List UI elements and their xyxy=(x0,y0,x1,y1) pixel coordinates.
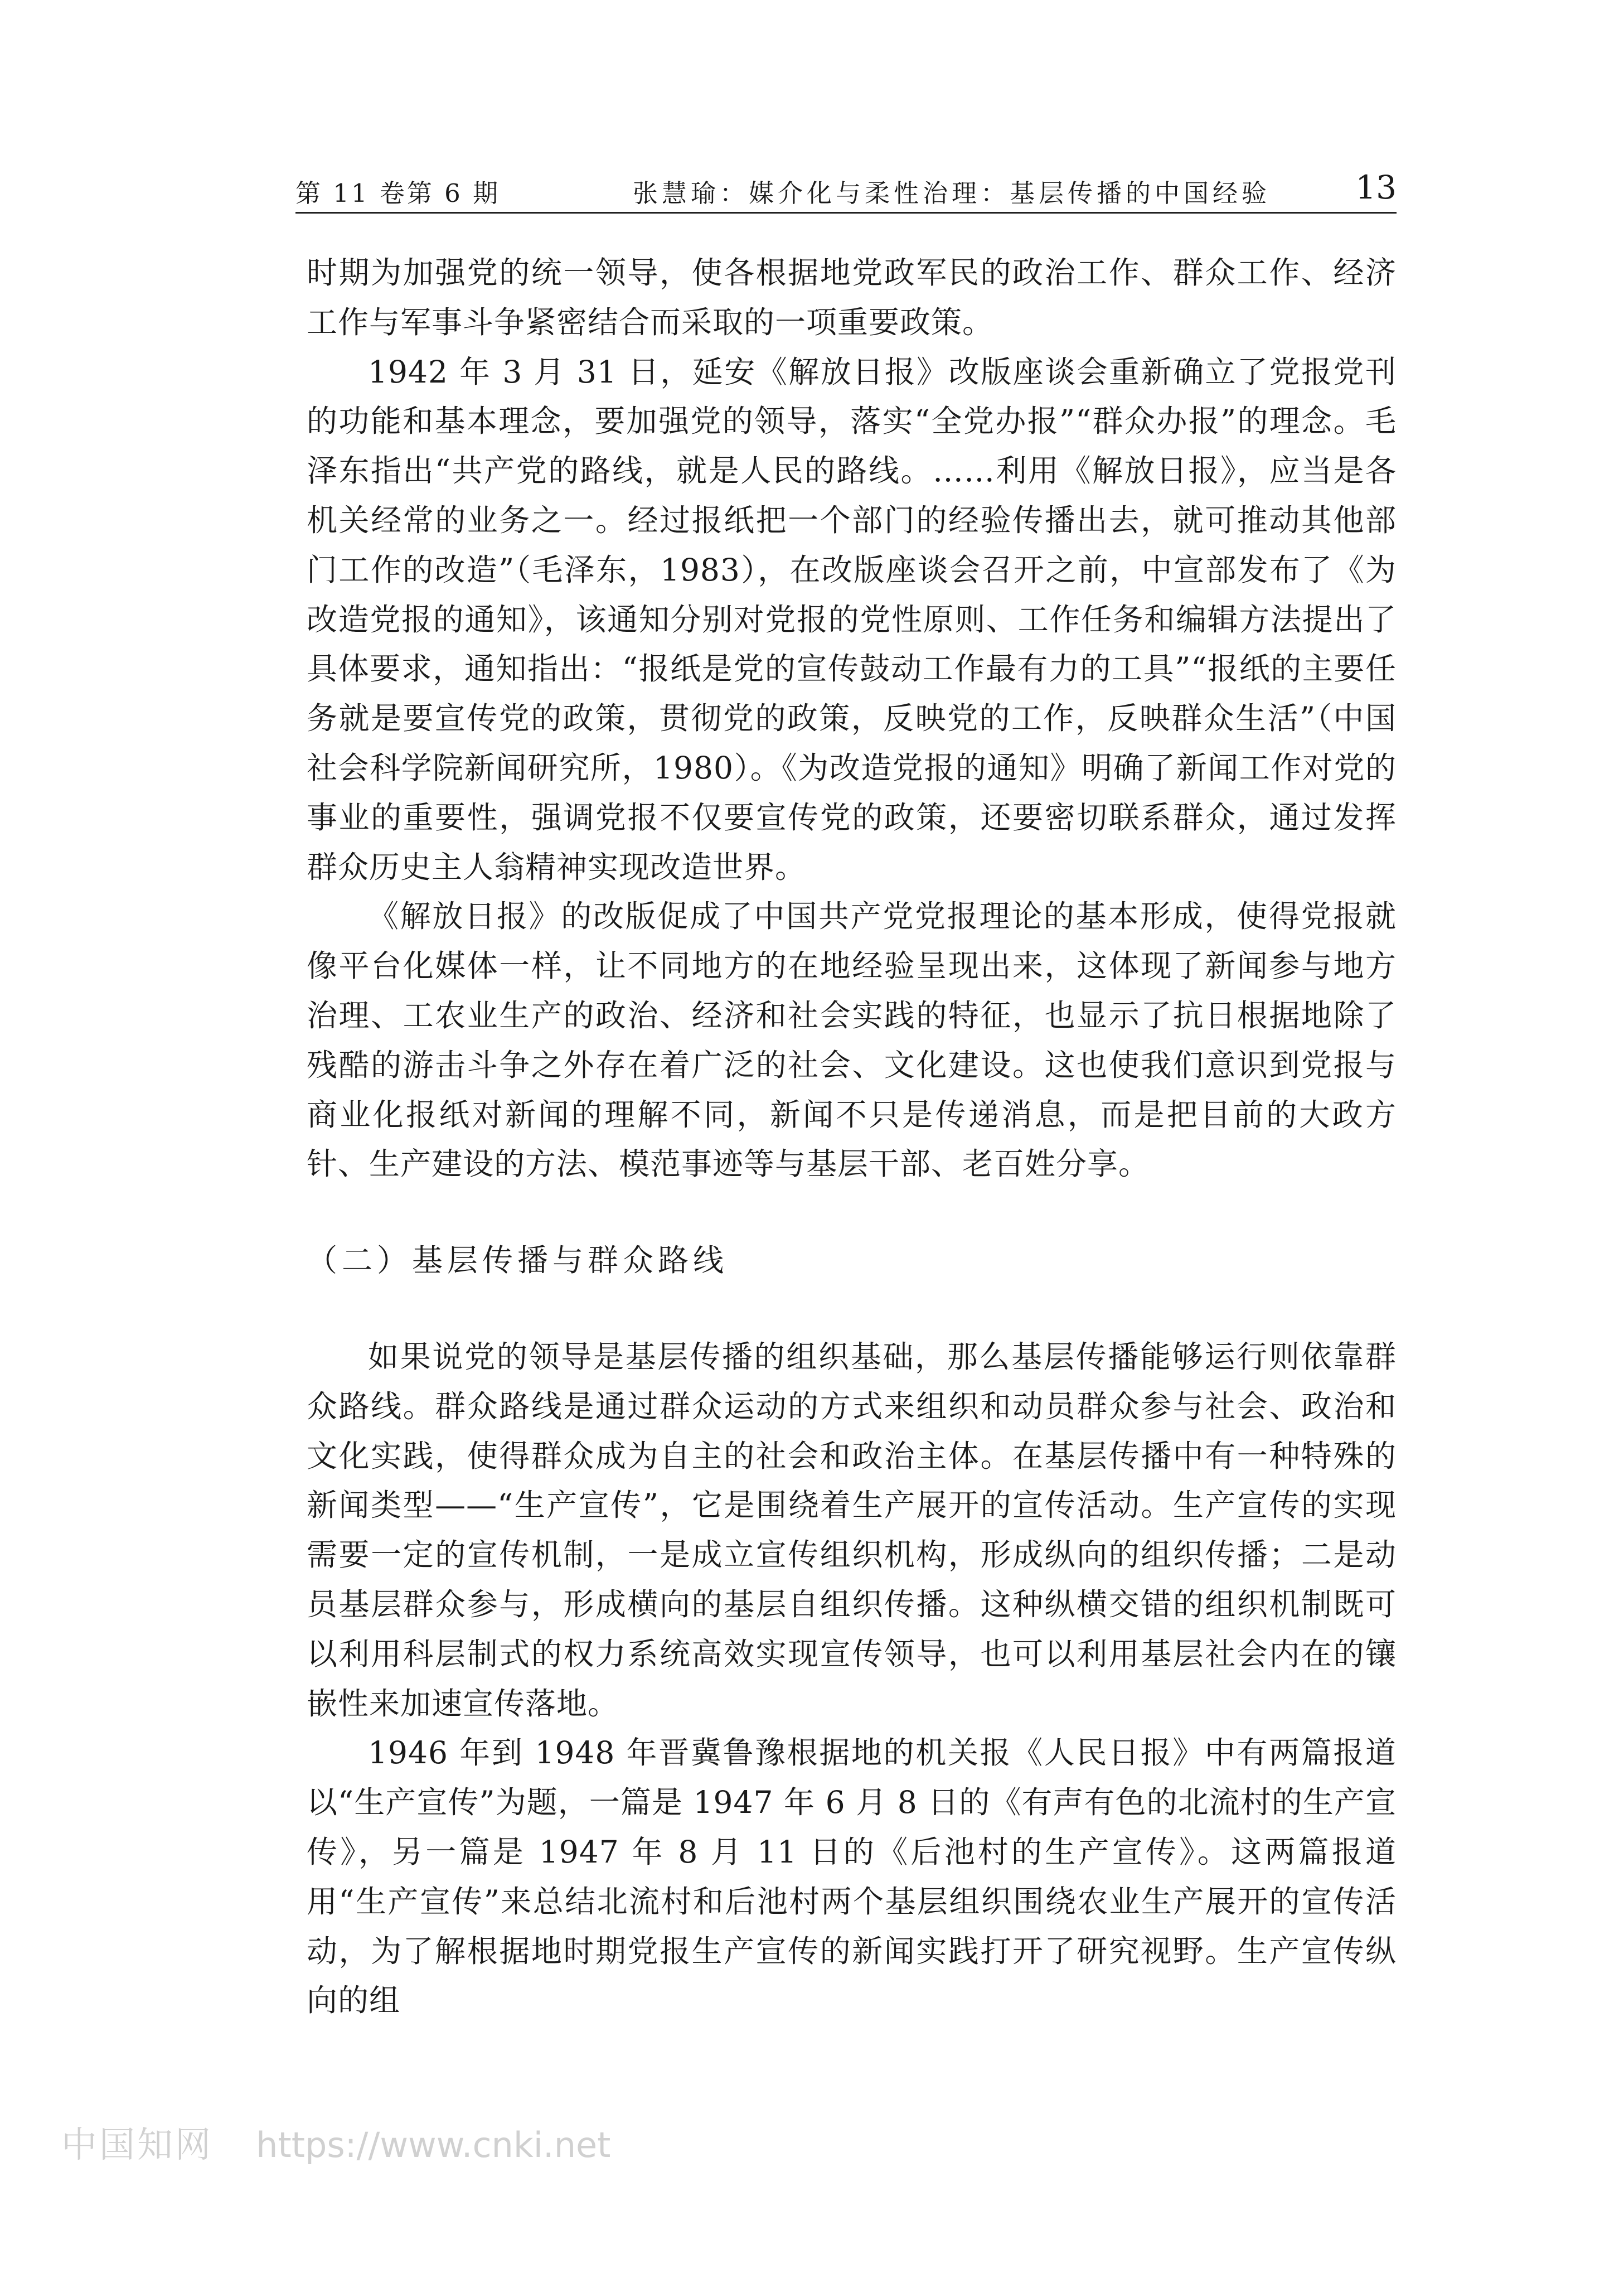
paragraph-3: 《解放日报》的改版促成了中国共产党党报理论的基本形成，使得党报就像平台化媒体一样，让不同地方的在地经验呈现出来，这体现了新闻参与地方治理、工农业生产的政治、经济和社会实践的特征，也显示了抗日根据地除了残酷的游击斗争之外存在着广泛的社会、文化建设。这也使我们意识到党报与商业化报纸对新闻的理解不同，新闻不只是传递消息，而是把目前的大政方针、生产建设的方法、模范事迹等与基层干部、老百姓分享。 xyxy=(307,898,1397,1182)
paragraph-2: 1942 年 3 月 31 日，延安《解放日报》改版座谈会重新确立了党报党刊的功能和基本理念，要加强党的领导，落实“全党办报”“群众办报”的理念。毛泽东指出“共产党的路线，就是人民的路线。……利用《解放日报》，应当是各机关经常的业务之一。经过报纸把一个部门的经验传播出去，就可推动其他部门工作的改造”（毛泽东，1983），在改版座谈会召开之前，中宣部发布了《为改造党报的通知》，该通知分别对党报的党性原则、工作任务和编辑方法提出了具体要求，通知指出：“报纸是党的宣传鼓动工作最有力的工具”“报纸的主要任务就是要宣传党的政策，贯彻党的政策，反映党的工作，反映群众生活”（中国社会科学院新闻研究所，1980）。《为改造党报的通知》明确了新闻工作对党的事业的重要性，强调党报不仅要宣传党的政策，还要密切联系群众，通过发挥群众历史主人翁精神实现改造世界。 xyxy=(307,354,1397,885)
page-number: 13 xyxy=(1355,168,1397,206)
section-heading: （二）基层传播与群众路线 xyxy=(307,1242,729,1279)
paragraph-1: 时期为加强党的统一领导，使各根据地党政军民的政治工作、群众工作、经济工作与军事斗争紧密结合而采取的一项重要政策。 xyxy=(307,255,1397,340)
paragraph-4: 如果说党的领导是基层传播的组织基础，那么基层传播能够运行则依靠群众路线。群众路线是通过群众运动的方式来组织和动员群众参与社会、政治和文化实践，使得群众成为自主的社会和政治主体。在基层传播中有一种特殊的新闻类型——“生产宣传”，它是围绕着生产展开的宣传活动。生产宣传的实现需要一定的宣传机制，一是成立宣传组织机构，形成纵向的组织传播；二是动员基层群众参与，形成横向的基层自组织传播。这种纵横交错的组织机制既可以利用科层制式的权力系统高效实现宣传领导，也可以利用基层社会内在的镶嵌性来加速宣传落地。 xyxy=(307,1338,1397,1721)
article-body xyxy=(307,248,1397,2025)
paragraph-5: 1946 年到 1948 年晋冀鲁豫根据地的机关报《人民日报》中有两篇报道以“生产宣传”为题，一篇是 1947 年 6 月 8 日的《有声有色的北流村的生产宣传》，另一篇是 1947 年 8 月 11 日的《后池村的生产宣传》。这两篇报道用“生产宣传”来总结北流村和后池村两个基层组织围绕农业生产展开的宣传活动，为了解根据地时期党报生产宣传的新闻实践打开了研究视野。生产宣传纵向的组 xyxy=(307,1735,1397,2019)
spacer xyxy=(307,1285,1397,1332)
journal-volume-issue: 第 11 卷第 6 期 xyxy=(295,178,501,208)
spacer xyxy=(307,1189,1397,1236)
running-title: 张慧瑜：媒介化与柔性治理：基层传播的中国经验 xyxy=(633,178,1271,208)
cnki-watermark xyxy=(61,2116,610,2168)
running-header xyxy=(295,167,1397,214)
watermark-brand: 中国知网 xyxy=(61,2125,213,2166)
watermark-url: https://www.cnki.net xyxy=(256,2125,611,2165)
